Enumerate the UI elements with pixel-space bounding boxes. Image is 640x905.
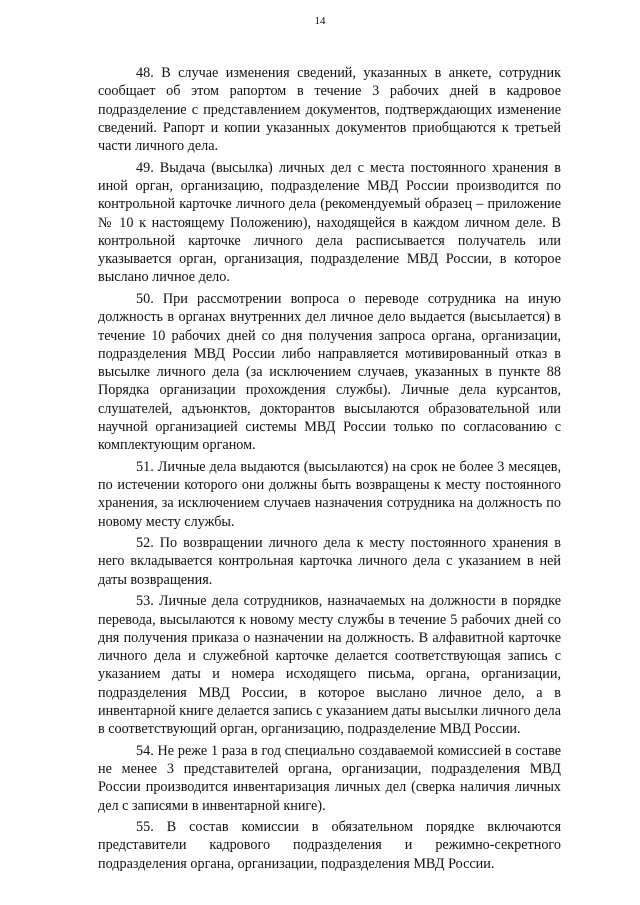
paragraph-49: 49. Выдача (высылка) личных дел с места постоянного хранения в иной орган, организацию, подразделение МВД России производится по контрольной карточке личного дела (рекомендуемый образец – приложение № 10 к настоящему Положению), находящейся в каждом личном деле. В контрольной карточке личного дела расписывается получатель или указывается орган, организация, подразделение МВД России, в которое выслано личное дело. xyxy=(98,159,561,286)
paragraph-54: 54. Не реже 1 раза в год специально создаваемой комиссией в составе не менее 3 представителей органа, организации, подразделения МВД России производится инвентаризация личных дел (сверка наличия личных дел с записями в инвентарной книге). xyxy=(98,742,561,814)
paragraph-51: 51. Личные дела выдаются (высылаются) на срок не более 3 месяцев, по истечении которого они должны быть возвращены к месту постоянного хранения, за исключением случаев назначения сотрудника на должность по новому месту службы. xyxy=(98,458,561,530)
paragraph-48: 48. В случае изменения сведений, указанных в анкете, сотрудник сообщает об этом рапортом в течение 3 рабочих дней в кадровое подразделение с представлением документов, подтверждающих изменение сведений. Рапорт и копии указанных документов приобщаются к третьей части личного дела. xyxy=(98,65,561,155)
document-body xyxy=(98,64,561,876)
paragraph-55: 55. В состав комиссии в обязательном порядке включаются представители кадрового подразделения и режимно-секретного подразделения органа, организации, подразделения МВД России. xyxy=(98,819,561,872)
paragraph-53: 53. Личные дела сотрудников, назначаемых на должности в порядке перевода, высылаются к новому месту службы в течение 5 рабочих дней со дня получения приказа о назначении на должность. В алфавитной карточке личного дела и служебной карточке делается соответствующая запись с указанием даты и номера исходящего письма, органа, организации, подразделения МВД России, в которое выслано личное дело, а в инвентарной книге делается запись с указанием даты высылки личного дела в соответствующий орган, организацию, подразделение МВД России. xyxy=(98,593,561,738)
paragraph-52: 52. По возвращении личного дела к месту постоянного хранения в него вкладывается контрольная карточка личного дела с указанием в ней даты возвращения. xyxy=(98,535,561,588)
page-number: 14 xyxy=(314,15,326,27)
paragraph-50: 50. При рассмотрении вопроса о переводе сотрудника на иную должность в органах внутренних дел личное дело выдается (высылается) в течение 10 рабочих дней со дня получения запроса органа, организации, подразделения МВД России либо направляется мотивированный отказ в высылке личного дела (за исключением случаев, указанных в пункте 88 Порядка организации прохождения службы). Личные дела курсантов, слушателей, адъюнктов, докторантов высылаются образовательной или научной организацией системы МВД России только по согласованию с комплектующим органом. xyxy=(98,290,561,454)
